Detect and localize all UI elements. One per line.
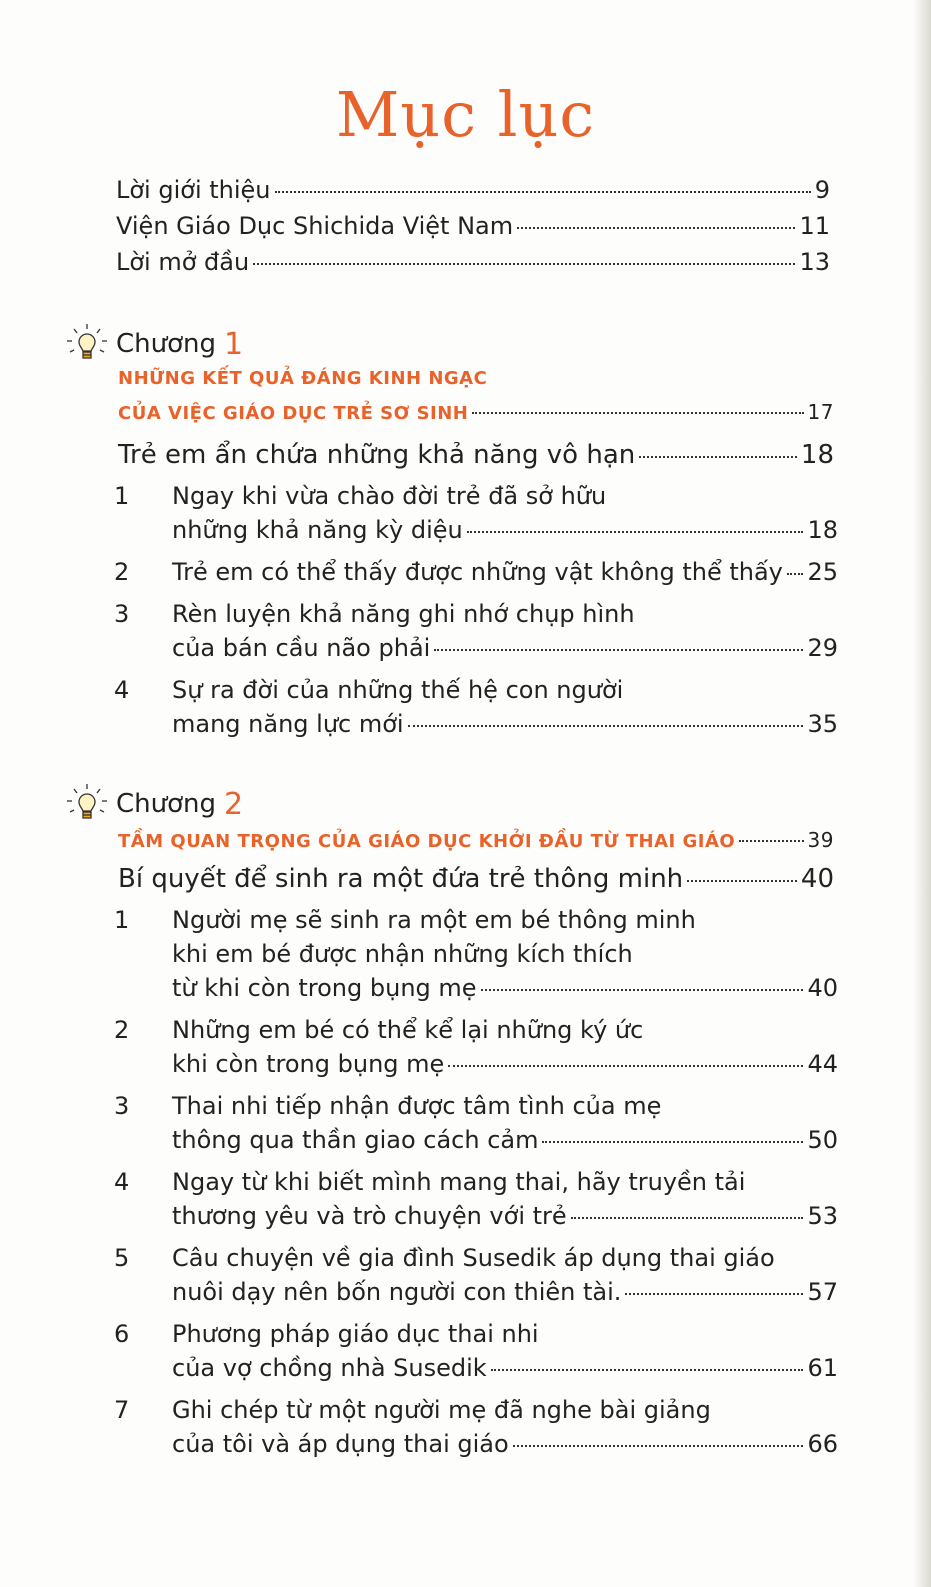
item-text: thông qua thần giao cách cảm <box>172 1126 539 1154</box>
item-text: những khả năng kỳ diệu <box>172 516 463 544</box>
item-number: 3 <box>114 1092 130 1120</box>
leader-dots <box>448 1065 803 1067</box>
lightbulb-icon <box>64 322 110 366</box>
chapter-label: Chương <box>116 789 217 819</box>
section-title: Bí quyết để sinh ra một đứa trẻ thông minh <box>118 864 684 894</box>
leader-dots <box>491 1369 804 1371</box>
entry-page: 9 <box>814 176 830 204</box>
entry-page: 25 <box>807 558 838 586</box>
entry-page: 17 <box>807 400 834 424</box>
entry-page: 40 <box>800 864 834 894</box>
entry-page: 53 <box>807 1202 838 1230</box>
toc-entry[interactable] <box>172 1050 838 1078</box>
leader-dots <box>639 456 797 458</box>
item-text: Rèn luyện khả năng ghi nhớ chụp hình <box>172 600 635 628</box>
entry-page: 61 <box>807 1354 838 1382</box>
toc-entry[interactable] <box>116 248 830 276</box>
item-number: 6 <box>114 1320 130 1348</box>
leader-dots <box>467 531 804 533</box>
toc-entry[interactable] <box>172 1430 838 1458</box>
item-text: Ngay khi vừa chào đời trẻ đã sở hữu <box>172 482 607 510</box>
leader-dots <box>275 191 811 193</box>
chapter-2-header <box>64 782 243 826</box>
toc-entry[interactable] <box>172 558 838 586</box>
toc-entry[interactable] <box>118 864 834 894</box>
entry-page: 35 <box>807 710 838 738</box>
item-text: Người mẹ sẽ sinh ra một em bé thông minh <box>172 906 696 934</box>
leader-dots <box>787 573 804 575</box>
toc-entry[interactable] <box>172 516 838 544</box>
toc-entry[interactable] <box>172 1354 838 1382</box>
entry-label: Lời giới thiệu <box>116 176 271 204</box>
item-number: 2 <box>114 558 130 586</box>
item-number: 1 <box>114 906 130 934</box>
chapter-label: Chương <box>116 329 217 359</box>
chapter-heading-line: TẦM QUAN TRỌNG CỦA GIÁO DỤC KHỞI ĐẦU TỪ THAI GIÁO <box>118 831 736 852</box>
item-number: 4 <box>114 676 130 704</box>
entry-page: 18 <box>800 440 834 470</box>
page-title: Mục lục <box>335 78 596 151</box>
toc-entry[interactable] <box>118 400 834 424</box>
chapter-number: 1 <box>224 326 244 362</box>
item-text: của vợ chồng nhà Susedik <box>172 1354 487 1382</box>
chapter-number: 2 <box>224 786 244 822</box>
leader-dots <box>571 1217 804 1219</box>
entry-page: 11 <box>799 212 830 240</box>
item-text: Những em bé có thể kể lại những ký ức <box>172 1016 644 1044</box>
item-number: 3 <box>114 600 130 628</box>
chapter-heading-line: NHỮNG KẾT QUẢ ĐÁNG KINH NGẠC <box>118 368 488 389</box>
toc-entry[interactable] <box>116 212 830 240</box>
page-edge-shadow <box>913 0 931 1587</box>
item-text: Thai nhi tiếp nhận được tâm tình của mẹ <box>172 1092 662 1120</box>
item-number: 4 <box>114 1168 130 1196</box>
item-number: 1 <box>114 482 130 510</box>
toc-entry[interactable] <box>118 440 834 470</box>
toc-entry[interactable] <box>172 634 838 662</box>
leader-dots <box>687 880 797 882</box>
lightbulb-icon <box>64 782 110 826</box>
toc-entry[interactable] <box>172 710 838 738</box>
leader-dots <box>481 989 804 991</box>
item-text: khi còn trong bụng mẹ <box>172 1050 445 1078</box>
item-text: nuôi dạy nên bốn người con thiên tài. <box>172 1278 622 1306</box>
entry-page: 44 <box>807 1050 838 1078</box>
chapter-1-header <box>64 322 243 366</box>
entry-page: 13 <box>799 248 830 276</box>
leader-dots <box>408 725 804 727</box>
item-text: thương yêu và trò chuyện với trẻ <box>172 1202 567 1230</box>
entry-page: 40 <box>807 974 838 1002</box>
item-text: Câu chuyện về gia đình Susedik áp dụng thai giáo <box>172 1244 775 1272</box>
item-text: của bán cầu não phải <box>172 634 431 662</box>
leader-dots <box>513 1445 804 1447</box>
toc-entry[interactable] <box>172 1202 838 1230</box>
leader-dots <box>472 412 803 414</box>
entry-page: 39 <box>807 828 834 852</box>
leader-dots <box>253 263 795 265</box>
section-title: Trẻ em ẩn chứa những khả năng vô hạn <box>118 440 636 470</box>
item-text: Phương pháp giáo dục thai nhi <box>172 1320 539 1348</box>
item-text: Ghi chép từ một người mẹ đã nghe bài giảng <box>172 1396 711 1424</box>
toc-entry[interactable] <box>172 1278 838 1306</box>
leader-dots <box>542 1141 803 1143</box>
toc-entry[interactable] <box>116 176 830 204</box>
toc-entry[interactable] <box>172 1126 838 1154</box>
item-number: 5 <box>114 1244 130 1272</box>
item-text: Sự ra đời của những thế hệ con người <box>172 676 624 704</box>
entry-page: 66 <box>807 1430 838 1458</box>
leader-dots <box>517 227 795 229</box>
leader-dots <box>434 649 803 651</box>
toc-entry[interactable] <box>118 828 834 852</box>
item-text: Ngay từ khi biết mình mang thai, hãy truyền tải <box>172 1168 746 1196</box>
item-text: mang năng lực mới <box>172 710 404 738</box>
item-text: khi em bé được nhận những kích thích <box>172 940 633 968</box>
chapter-heading-line: CỦA VIỆC GIÁO DỤC TRẺ SƠ SINH <box>118 403 469 424</box>
entry-page: 18 <box>807 516 838 544</box>
entry-label: Lời mở đầu <box>116 248 250 276</box>
entry-label: Viện Giáo Dục Shichida Việt Nam <box>116 212 514 240</box>
entry-page: 50 <box>807 1126 838 1154</box>
leader-dots <box>625 1293 803 1295</box>
leader-dots <box>739 840 803 842</box>
entry-page: 29 <box>807 634 838 662</box>
item-number: 7 <box>114 1396 130 1424</box>
item-text: Trẻ em có thể thấy được những vật không thể thấy <box>172 558 783 586</box>
item-number: 2 <box>114 1016 130 1044</box>
item-text: của tôi và áp dụng thai giáo <box>172 1430 509 1458</box>
entry-page: 57 <box>807 1278 838 1306</box>
toc-entry[interactable] <box>172 974 838 1002</box>
item-text: từ khi còn trong bụng mẹ <box>172 974 477 1002</box>
